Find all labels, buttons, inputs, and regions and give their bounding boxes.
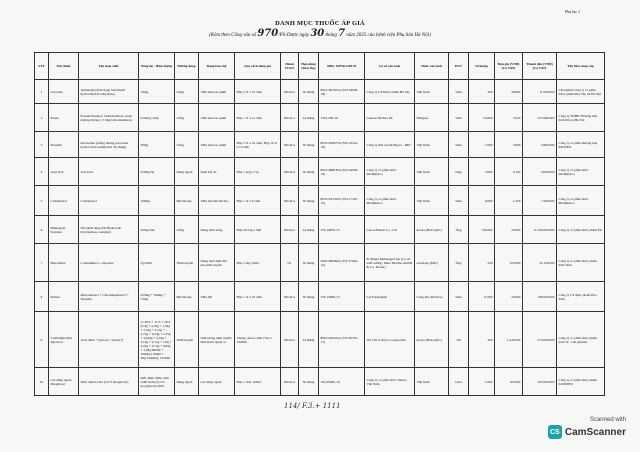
column-header: Quy cách đóng gói (235, 53, 281, 80)
table-cell: 36 tháng (299, 368, 319, 396)
table-cell: 11.520.000.000 (523, 216, 557, 244)
table-cell: 4 (35, 158, 49, 186)
scanner-brand-name: CamScanner (564, 426, 626, 438)
table-cell: Nhũ tương tiêm truyền tĩnh mạch ngoại vi (199, 312, 235, 368)
table-row (35, 216, 605, 244)
table-cell: N1 (281, 244, 299, 282)
table-cell: Aciclovir (79, 158, 139, 186)
table-row (35, 186, 605, 216)
table-cell: Công ty cổ phần dược Medipharco (365, 186, 415, 216)
table-cell: 36 tháng (299, 244, 319, 282)
table-cell: Việt Nam (415, 158, 449, 186)
table-cell: 50mg/5ml (139, 216, 175, 244)
table-cell: Đặt âm đạo (175, 186, 199, 216)
table-cell: 720.000 (469, 216, 495, 244)
table-cell: 1.240.000 (495, 312, 523, 368)
table-cell: Clotrimazol (49, 186, 79, 216)
table-cell: JW Life Science Corporation (365, 312, 415, 368)
table-cell: 36 tháng (299, 158, 319, 186)
table-cell: Metronidazol + Chloramphenicol + Nystatin (79, 282, 139, 312)
page-number-label: Phụ lục 1 (564, 9, 580, 14)
table-cell: Viên (449, 282, 469, 312)
table-cell: Hộp 3 vỉ x 10 viên; Hộp 10 vỉ x 10 viên (235, 132, 281, 158)
table-cell: Nhóm 2 (281, 216, 299, 244)
table-cell: Dung dịch đậm đặc pha tiêm truyền (199, 244, 235, 282)
document-subtitle (0, 28, 640, 39)
table-cell: 1 (35, 80, 49, 104)
column-header: Tên Nhà cung cấp (557, 53, 605, 80)
table-cell: Korea (Hàn Quốc) (415, 312, 449, 368)
table-cell: Kem bôi da (199, 158, 235, 186)
subtitle-prefix: (Kèm theo Công văn số (209, 33, 257, 38)
table-cell: 10mg (139, 80, 175, 104)
table-cell: 30mg (139, 132, 175, 158)
table-cell: Công ty cổ phần dược Medipharco (365, 158, 415, 186)
table-cell: Hộp 1 tuýp x 5g (235, 158, 281, 186)
table-cell: 11.000 (469, 282, 495, 312)
table-cell: 255.998.400 (523, 104, 557, 132)
column-header: Tên thuốc (49, 53, 79, 80)
column-header: Nhóm TCKT (281, 53, 299, 80)
table-cell: Tiêm truyền (175, 312, 199, 368)
table-cell: Chi nhánh Công ty cổ phần dược phẩm Phú Thọ tại Hà Nội (557, 80, 605, 104)
table-cell: 5g/10ml (139, 244, 175, 282)
table-cell: Cộng hòa Moldova (415, 282, 449, 312)
table-cell: Viên đặt (199, 282, 235, 312)
table-cell: Nhóm 4 (281, 282, 299, 312)
subtitle-month: tháng (325, 33, 337, 38)
table-cell: Việt Nam (415, 186, 449, 216)
table-cell: 0,02mg; 2mg (139, 104, 175, 132)
table-cell: Công ty cổ phần dược phẩm Kim Tinh (557, 244, 605, 282)
table-cell: Uống (175, 80, 199, 104)
table-cell: 105.000.000 (523, 368, 557, 396)
table-cell: Gel dùng ngoài (199, 368, 235, 396)
table-cell: 372.000.000 (523, 312, 557, 368)
table-cell: Uống (175, 104, 199, 132)
table-cell: Azyvirvir (49, 158, 79, 186)
table-cell: VN-16876-13 (319, 216, 365, 244)
table-cell: 7.619 (495, 104, 523, 132)
table-row (35, 80, 605, 104)
table-cell: Nhóm 4 (281, 186, 299, 216)
column-header: Cơ sở sản xuất (365, 53, 415, 80)
scanner-label: Scanned with (589, 417, 626, 423)
table-cell: 105.000 (495, 368, 523, 396)
column-header: STT (35, 53, 49, 80)
table-row (35, 158, 605, 186)
table-cell: Viên (449, 80, 469, 104)
table-cell: Viên (449, 186, 469, 216)
table-cell: 36 tháng (299, 132, 319, 158)
table-cell: Prenatin (49, 132, 79, 158)
table-cell: Nhóm 4 (281, 158, 299, 186)
table-cell: Estradiolvalerat; Chlormadinon acetat (tương đương 1,71mg Chlormadinon) (79, 104, 139, 132)
table-cell: Hộp 20 ống x 5ml (235, 216, 281, 244)
table-cell: Công ty cổ phần dược Nature Việt Nam (365, 368, 415, 396)
table-cell: 11.640.000 (523, 80, 557, 104)
table-cell: 6 (35, 216, 49, 244)
table-cell: 1.000 (469, 132, 495, 158)
table-cell: 3 (35, 132, 49, 158)
table-cell: Dung dịch uống (199, 216, 235, 244)
table-cell: Công ty cổ phần thương mại PANSEO (557, 132, 605, 158)
table-cell: Hộp 5 ống 10ml (235, 244, 281, 282)
table-cell: Thùng carton chứa 2 túi x 1920ml (235, 312, 281, 368)
column-header: Nồng độ - Hàm lượng (139, 53, 175, 80)
table-cell: Chai (449, 368, 469, 396)
table-cell: Uống (175, 216, 199, 244)
table-cell: Công ty TNHH Thương mại Kim Đô tại Hà Nội (557, 104, 605, 132)
table-cell: 9 (35, 312, 49, 368)
table-cell: Ống (449, 244, 469, 282)
table-cell: Viên (449, 104, 469, 132)
table-cell: L-Ornithine L- aspartate (79, 244, 139, 282)
table-row (35, 312, 605, 368)
table-cell: Nhóm 1 (281, 104, 299, 132)
table-cell: Nhóm 2 (281, 312, 299, 368)
table-cell: VD-29465-18 (319, 368, 365, 396)
table-cell: 33.600 (469, 104, 495, 132)
column-header: SĐK/ GPNK/GPLH (319, 53, 365, 80)
table-cell: 7 (35, 244, 49, 282)
table-cell: 300 (469, 80, 495, 104)
table-cell: 893110881824 (VD-24956-16) (319, 158, 365, 186)
table-cell: 893110034524 (VD-34958-18) (319, 80, 365, 104)
table-cell: Viên nén đặt âm đạo (199, 186, 235, 216)
table-cell: Công ty CP dược phẩm Hoa Thái (557, 282, 605, 312)
table-row (35, 132, 605, 158)
column-header: Nước sản xuất (415, 53, 449, 80)
table-cell: 7.500.000 (523, 186, 557, 216)
table-cell: Hộp 3 vỉ x 10 viên (235, 80, 281, 104)
table-cell: Nhóm 4 (281, 368, 299, 396)
table-cell: Hungary (415, 104, 449, 132)
column-header: Đơn giá (VNĐ) (Có VAT) (495, 53, 523, 80)
table-cell: Nhóm 2 (281, 80, 299, 104)
table-cell: 8 (35, 282, 49, 312)
table-cell: Verbenalil (dưới dạng Verbenalil hydrochloride trihydrate) (79, 80, 139, 104)
table-cell: Tuýp (449, 158, 469, 186)
table-cell: Công ty cổ phần dược phẩm EU (557, 216, 605, 244)
table-cell: Acid amin + glucose + lipid (*) (79, 312, 139, 368)
table-cell: 18.000 (495, 282, 523, 312)
column-header: Tên hoạt chất (79, 53, 139, 80)
table-cell: Ltd Farmaprim (365, 282, 415, 312)
table-cell: Clotrimazol (79, 186, 139, 216)
table-cell: 5.800.000 (523, 132, 557, 158)
table-cell: 3.000 (469, 158, 495, 186)
table-cell: Viên nén bao phim (199, 132, 235, 158)
column-header: ĐVT (449, 53, 469, 80)
table-cell: Việt Nam (415, 132, 449, 158)
table-cell: 1.250 (495, 186, 523, 216)
table-cell: 225mg + 100mg + 75mg (139, 282, 175, 312)
table-cell: Việt Nam (415, 368, 449, 396)
table-cell: Việt Nam (415, 80, 449, 104)
table-cell: Uống (175, 132, 199, 158)
table-cell: Humegedy Solution (49, 216, 79, 244)
table-cell: 893110499754 (VD-32341-19) (319, 132, 365, 158)
table-cell: 4.100 (495, 158, 523, 186)
subtitle-mid: /PS-Dược ngày (278, 33, 310, 38)
table-cell: 198.000.000 (523, 282, 557, 312)
table-cell: Dùng ngoài (175, 158, 199, 186)
table-cell: 10 (35, 368, 49, 396)
column-header: Hạn dùng (Tuổi thọ) (299, 53, 319, 80)
table-row (35, 368, 605, 396)
table-cell: 36 tháng (299, 80, 319, 104)
table-cell: Tiêm truyền (175, 244, 199, 282)
table-body (35, 80, 605, 396)
table-cell: Sắt (dưới dạng Sắt Hydroxide Polymaltose complex) (79, 216, 139, 244)
table-cell: Mỗi 40ml chứa: dịch chiết lá mỏ (5,5% mosgliceri) 22ml (139, 368, 175, 396)
table-cell: Paroxetine (tương đương paroxetin hydroclorid semihydrat 34,16mg) (79, 132, 139, 158)
handwritten-doc-number: 970 (257, 28, 279, 39)
table-cell: Công ty cổ phần dược Medipharco (557, 158, 605, 186)
table-cell: Dịch chiết lá mỏ (5,5% mosgliceri) (79, 368, 139, 396)
table-cell: VN-16606-13 (319, 282, 365, 312)
table-cell: 4.000.000 (523, 158, 557, 186)
table-row (35, 282, 605, 312)
table-cell: Công ty cổ phần dược phẩm quốc tế - UK pharma (557, 312, 605, 368)
table-cell: 125.000 (495, 244, 523, 282)
table-cell: Levorine (49, 80, 79, 104)
table-cell: 250 (469, 244, 495, 282)
table-cell: 38.800 (495, 80, 523, 104)
document-title: DANH MỤC THUỐC ÁP GIÁ (275, 20, 365, 27)
handwritten-day: 30 (310, 28, 325, 39)
table-cell: Cen-A Pharm Co., Ltd (365, 216, 415, 244)
table-cell: Combilipid Peri Injection (49, 312, 79, 368)
table-cell: VN2-500-16 (319, 104, 365, 132)
handwritten-note: 114/ F.3.+ 1111 (284, 402, 341, 410)
table-cell: 1.000 (469, 368, 495, 396)
table-cell: Hộp 1 vỉ x 10 viên (235, 282, 281, 312)
table-cell: 36 tháng (299, 282, 319, 312)
table-cell: Gedeon Richter Plc (365, 104, 415, 132)
table-cell: 250mg/5g (139, 158, 175, 186)
table-cell: 5.800 (495, 132, 523, 158)
scanner-brand (548, 425, 626, 439)
camscanner-watermark (548, 417, 626, 439)
table-cell: 300 (469, 312, 495, 368)
column-header: Đường dùng (175, 53, 199, 80)
table-cell: Hộp 1 vỉ x 6 viên (235, 186, 281, 216)
subtitle-suffix: năm 2025 của bệnh viện Phụ Sản Hà Nội) (346, 33, 431, 38)
table-cell: Viên (449, 132, 469, 158)
table-cell: Hepa Merz (49, 244, 79, 282)
table-cell: 5 (35, 186, 49, 216)
drug-price-table (34, 52, 605, 396)
table-cell: Viên nén bao phim (199, 104, 235, 132)
table-header-row (35, 53, 605, 80)
table-cell: Germany (Đức) (415, 244, 449, 282)
table-cell: Ống (449, 216, 469, 244)
table-cell: Korea (Hàn Quốc) (415, 216, 449, 244)
table-cell: Sulteta (49, 282, 79, 312)
table-cell: Đặt âm đạo (175, 282, 199, 312)
table-cell: Túi (449, 312, 469, 368)
table-cell: 880110443322 (VN-20335-17) (319, 312, 365, 368)
column-header: Dạng bào chế (199, 53, 235, 80)
camscanner-logo-icon: CS (548, 425, 562, 439)
table-cell: Công ty liên doanh Meyer - BPC (365, 132, 415, 158)
table-cell: 24 tháng (299, 312, 319, 368)
table-cell: Công ty cổ phần dược Medipharco (557, 186, 605, 216)
table-cell: Estera (49, 104, 79, 132)
column-header: Thành tiền (VNĐ) (Có VAT) (523, 53, 557, 80)
table-row (35, 244, 605, 282)
table-row (35, 104, 605, 132)
table-cell: 16.000 (495, 216, 523, 244)
table-cell: Viên nén bao phim (199, 80, 235, 104)
table-cell: Hộp 1 vỉ x 21 viên (235, 104, 281, 132)
table-cell: 100mg (139, 186, 175, 216)
table-cell: Dùng ngoài (175, 368, 199, 396)
table-cell: Công ty cổ phần dược phẩm KOSMED (557, 368, 605, 396)
table-cell: 893110315925 (VD-17187-12) (319, 186, 365, 216)
table-cell: B. Braun Melsungen AG (Cơ sở xuất xưởng: Merz Pharma GmbH & Co. KGaA) (365, 244, 415, 282)
table-cell: 24 tháng (299, 104, 319, 132)
table-cell: 11,30% + 11% + 20% (3,4g + 4,18g + 1,34g + 2,24g + 3,14g + 2,72g + 2,24g + 1,35g + 3,616g + 2,24g + 3,14g + 2,72g + 1,8g + 2,24g + 0,74g + 0,09g + 1,28g/600ml + 100,8g/1100ml + 48g/1440ml); 1920ml (139, 312, 175, 368)
table-cell: Gel dùng ngoài Mosgliceri (49, 368, 79, 396)
table-cell: Công ty CP Dược phẩm Hà Tây (365, 80, 415, 104)
table-cell: 2 (35, 104, 49, 132)
table-cell: 24 tháng (299, 216, 319, 244)
table-cell: 6.000 (469, 186, 495, 216)
table-cell: 31.250.000 (523, 244, 557, 282)
table-cell: 400110009922 (VN-17644-12) (319, 244, 365, 282)
handwritten-month: 7 (338, 28, 346, 39)
table-cell: 36 tháng (299, 186, 319, 216)
table-cell: Hộp 1 chai 125ml (235, 368, 281, 396)
table-cell: Nhóm 4 (281, 132, 299, 158)
column-header: Số lượng (469, 53, 495, 80)
